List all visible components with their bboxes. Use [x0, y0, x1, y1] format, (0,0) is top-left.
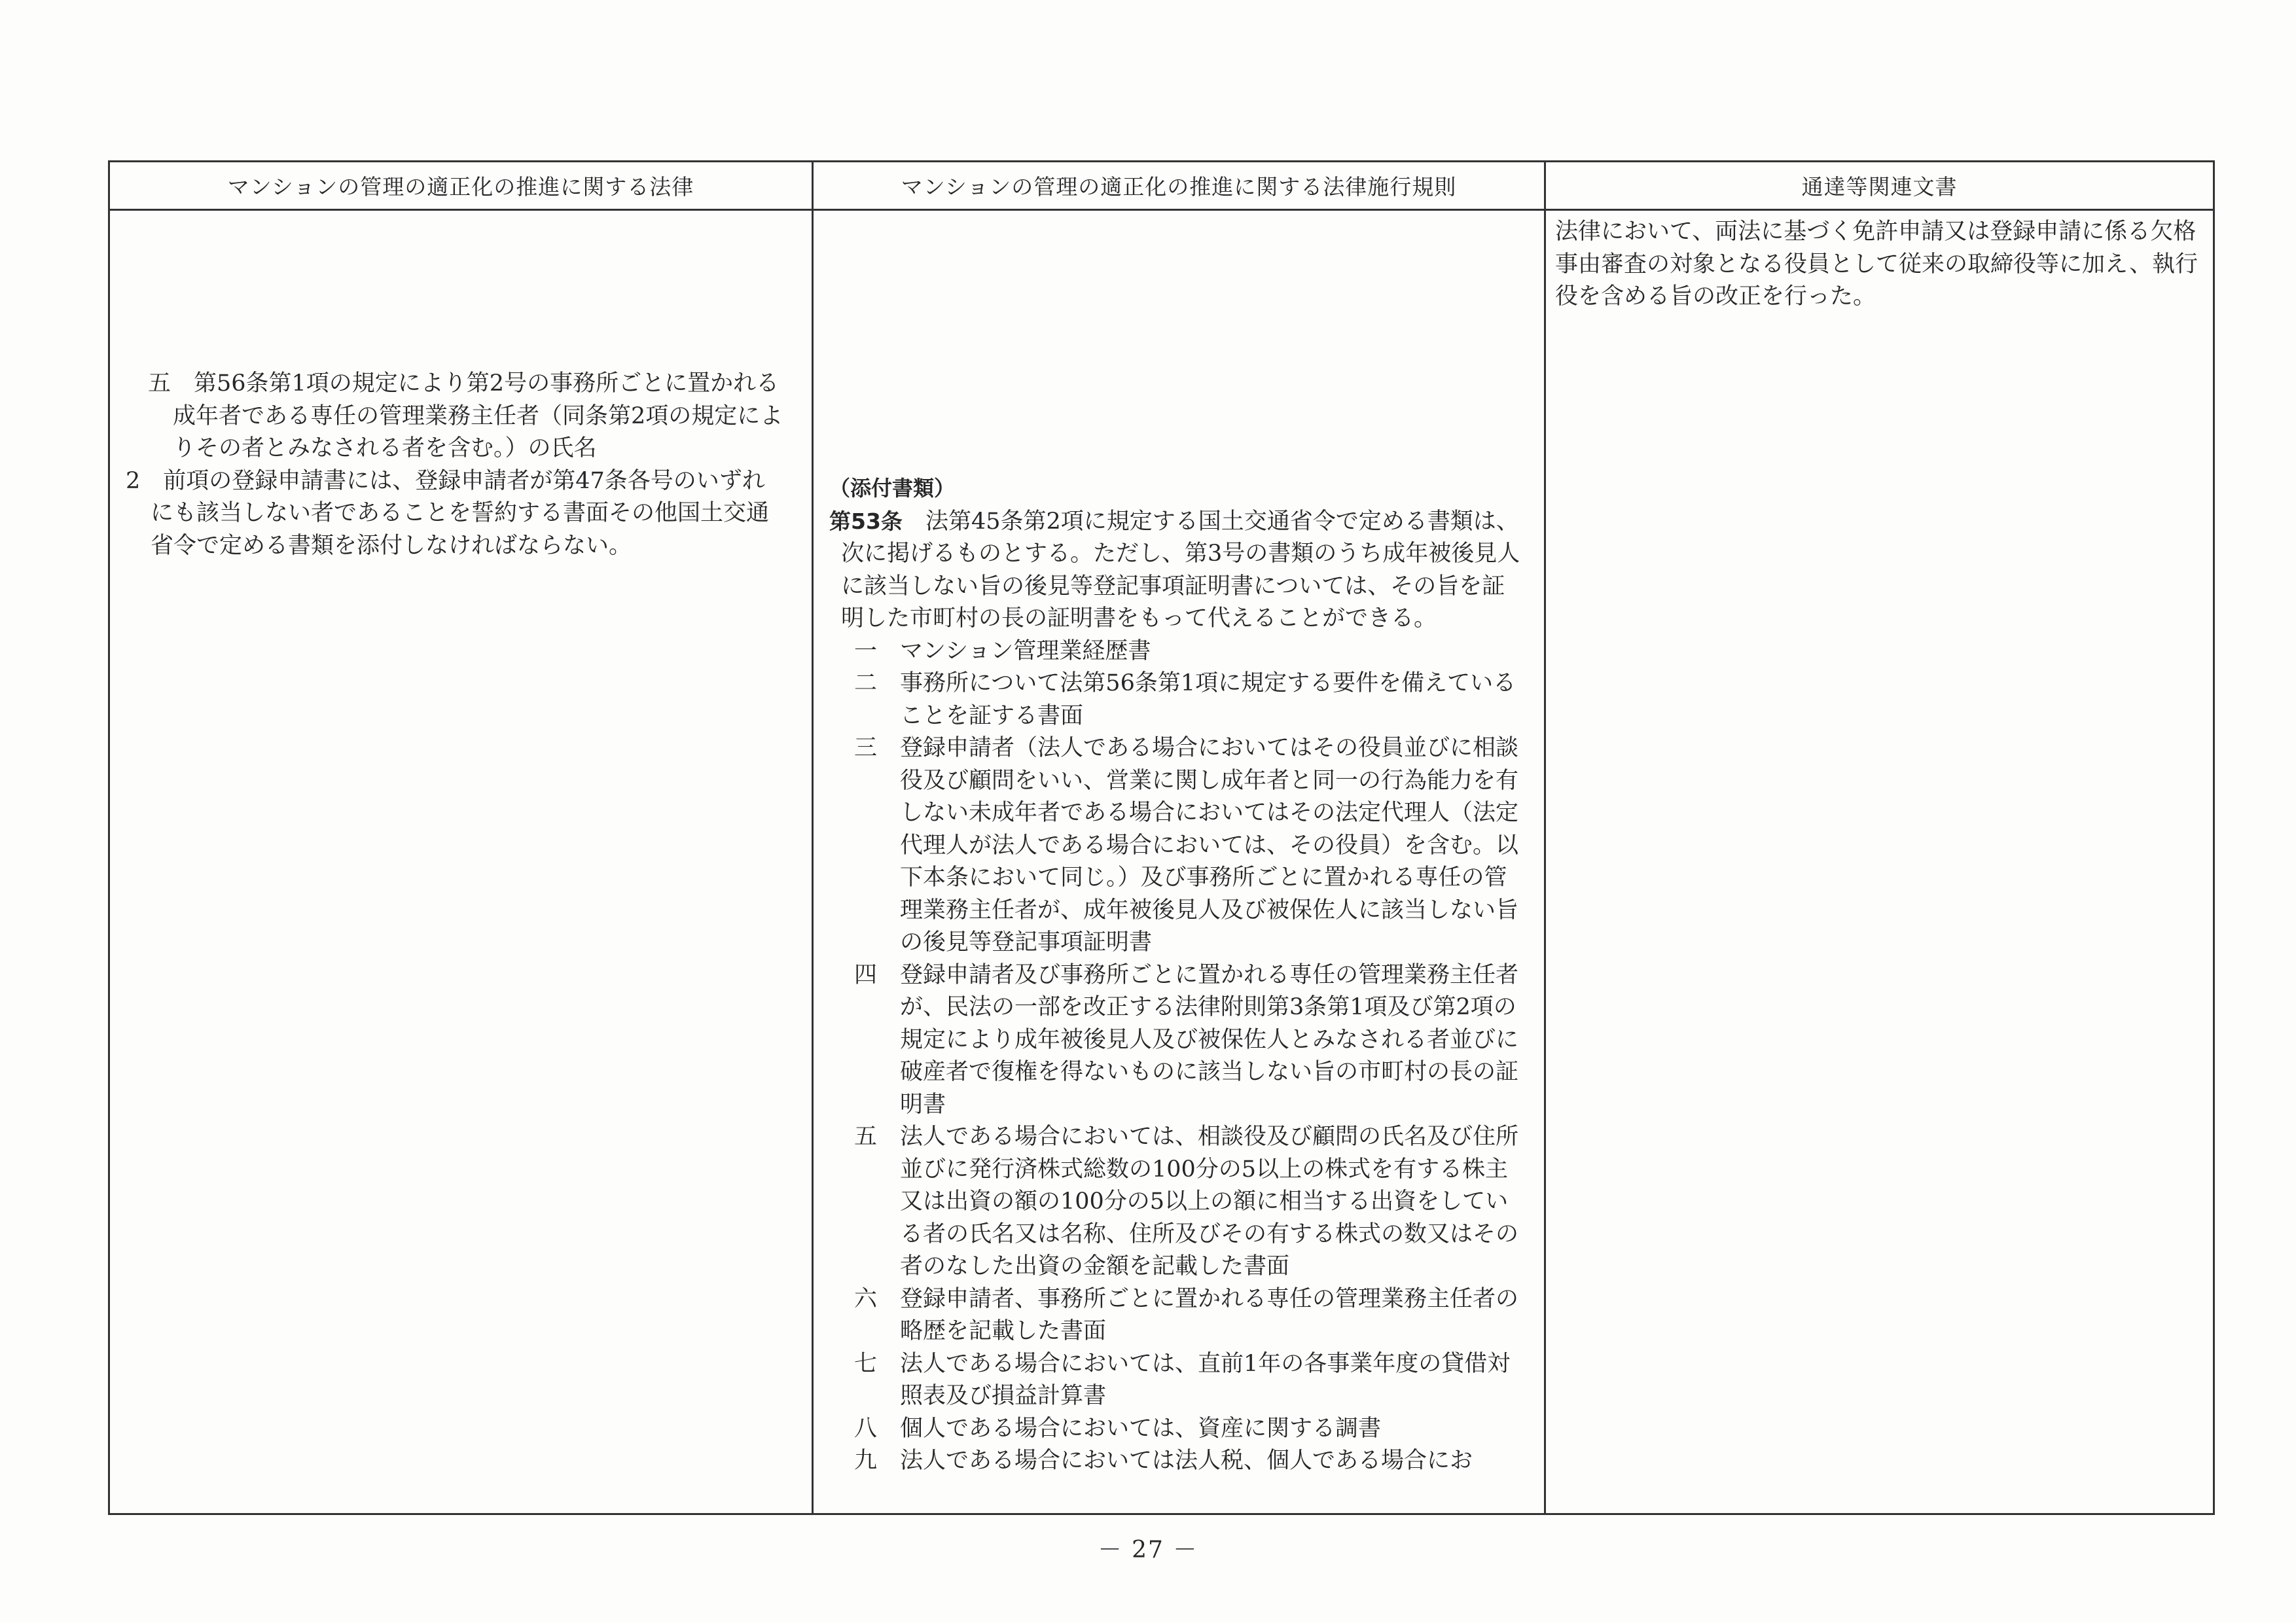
article-53	[829, 505, 1527, 635]
rules-item-7: 七 法人である場合においては、直前1年の各事業年度の貸借対照表及び損益計算書	[854, 1350, 1511, 1409]
rules-text-block	[829, 473, 1527, 1478]
rules-cell	[813, 210, 1545, 1514]
related-cell	[1545, 210, 2214, 1514]
column-header-related: 通達等関連文書	[1545, 162, 2214, 210]
comparison-table	[108, 160, 2215, 1515]
rules-item-3: 三 登録申請者（法人である場合においてはその役員並びに相談役及び顧問をいい、営業に関し成年者と同一の行為能力を有しない未成年者である場合においてはその法定代理人（法定代理人が法人である場合においては、その役員）を含む。以下本条において同じ。）及び事務所ごとに置かれる専任の管理業務主任者が、成年被後見人及び被保佐人に該当しない旨の後見等登記事項証明書	[854, 735, 1519, 955]
rules-item-5: 五 法人である場合においては、相談役及び顧問の氏名及び住所並びに発行済株式総数の100分の5以上の株式を有する株主又は出資の額の100分の5以上の額に相当する出資をしている者の氏名又は名称、住所及びその有する株式の数又はその者のなした出資の金額を記載した書面	[854, 1124, 1519, 1279]
rules-item-2: 二 事務所について法第56条第1項に規定する要件を備えていることを証する書面	[854, 670, 1516, 729]
rules-heading: （添付書類）	[829, 476, 956, 501]
law-cell	[109, 210, 813, 1514]
page-number: － 27 －	[1098, 1537, 1198, 1563]
rules-item-8: 八 個人である場合においては、資産に関する調書	[854, 1415, 1382, 1442]
rules-item-6: 六 登録申請者、事務所ごとに置かれる専任の管理業務主任者の略歴を記載した書面	[854, 1285, 1519, 1344]
article-label: 第53条	[829, 508, 903, 534]
content-row	[109, 210, 2214, 1514]
rules-item-9: 九 法人である場合においては法人税、個人である場合にお	[854, 1448, 1473, 1474]
column-header-rules: マンションの管理の適正化の推進に関する法律施行規則	[813, 162, 1545, 210]
law-paragraph-2: 2 前項の登録申請書には、登録申請者が第47条各号のいずれにも該当しない者であることを誓約する書面その他国土交通省令で定める書類を添付しなければならない。	[126, 467, 770, 559]
rules-items	[829, 635, 1527, 1478]
law-text-block	[126, 368, 787, 562]
rules-item-1: 一 マンション管理業経歴書	[854, 637, 1151, 664]
related-text: 法律において、両法に基づく免許申請又は登録申請に係る欠格事由審査の対象となる役員として従来の取締役等に加え、執行役を含める旨の改正を行った。	[1555, 219, 2198, 310]
rules-item-4: 四 登録申請者及び事務所ごとに置かれる専任の管理業務主任者が、民法の一部を改正する法律附則第3条第1項及び第2項の規定により成年被後見人及び被保佐人とみなされる者並びに破産者で復権を得ないものに該当しない旨の市町村の長の証明書	[854, 961, 1519, 1118]
header-row	[109, 162, 2214, 210]
law-item-5: 五 第56条第1項の規定により第2号の事務所ごとに置かれる成年者である専任の管理業務主任者（同条第2項の規定によりその者とみなされる者を含む。）の氏名	[148, 370, 783, 461]
article-body: 法第45条第2項に規定する国土交通省令で定める書類は、次に掲げるものとする。ただし、第3号の書類のうち成年被後見人に該当しない旨の後見等登記事項証明書については、その旨を証明した市町村の長の証明書をもって代えることができる。	[841, 508, 1520, 632]
column-header-law: マンションの管理の適正化の推進に関する法律	[109, 162, 813, 210]
